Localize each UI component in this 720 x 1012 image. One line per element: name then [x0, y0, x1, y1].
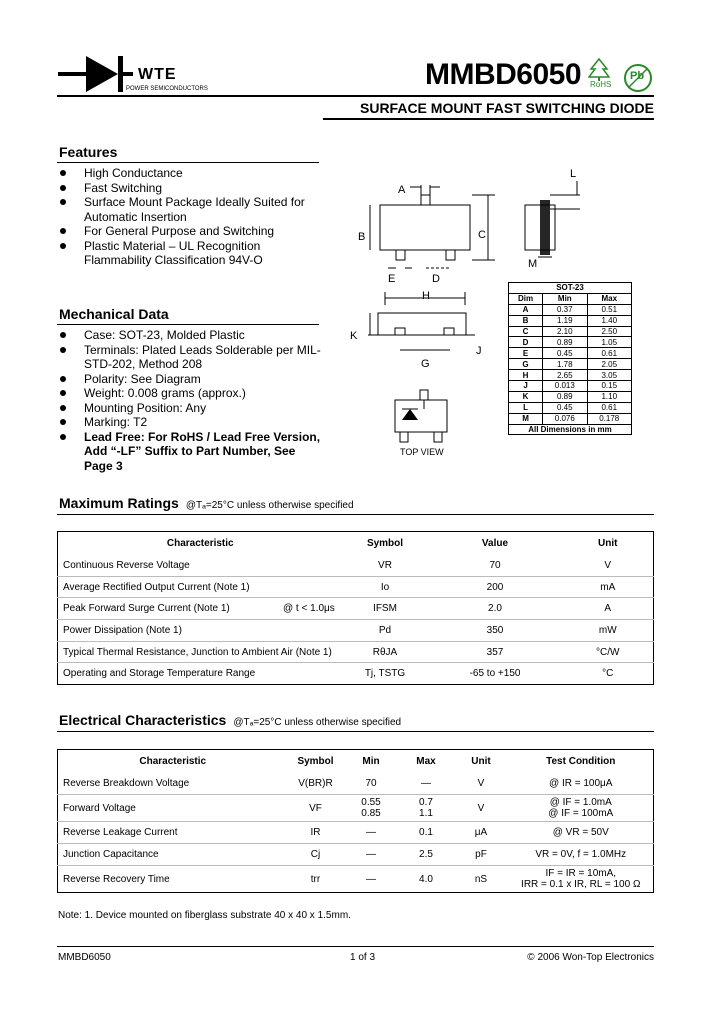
list-item: Marking: T2 [57, 415, 327, 430]
table-row [509, 337, 632, 348]
pb-label: Pb [630, 70, 645, 82]
table-cell: mW [563, 620, 654, 642]
table-row [58, 598, 654, 620]
table-cell: 2.0 [428, 598, 563, 620]
table-cell: Pd [343, 620, 428, 642]
dim-label-l: L [570, 168, 577, 180]
table-cell: trr [288, 866, 344, 893]
table-header: Dim [509, 293, 543, 304]
features-title: Features [59, 144, 118, 160]
part-number: MMBD6050 [425, 58, 582, 91]
table-header: Test Condition [546, 755, 616, 767]
table-cell: °C [563, 663, 654, 685]
features-list [57, 166, 319, 268]
table-cell: 1.05 [587, 337, 631, 348]
table-cell: -65 to +150 [428, 663, 563, 685]
table-cell: 0.178 [587, 413, 631, 424]
table-header: Characteristic [139, 755, 207, 767]
dim-label-m: M [528, 258, 538, 270]
rohs-label: RoHS [590, 80, 612, 89]
table-row [509, 304, 632, 315]
list-item: Surface Mount Package Ideally Suited for Automatic Insertion [57, 195, 319, 224]
table-row [509, 348, 632, 359]
table-cell: V [454, 795, 509, 822]
table-cell: 1.78 [543, 359, 587, 370]
electrical-table [57, 749, 654, 893]
table-cell [58, 620, 343, 642]
table-cell: 0.45 [543, 402, 587, 413]
electrical-title: Electrical Characteristics [59, 712, 227, 728]
table-cell: — [421, 777, 431, 789]
table-cell: 0.37 [543, 304, 587, 315]
table-cell: RθJA [343, 641, 428, 663]
wte-logo [58, 52, 208, 98]
max-ratings-table [57, 531, 654, 685]
note-text: Note: 1. Device mounted on fiberglass substrate 40 x 40 x 1.5mm. [58, 910, 351, 921]
table-cell: Forward Voltage [58, 795, 288, 822]
table-row [58, 866, 654, 893]
table-cell [58, 663, 343, 685]
table-cell: Io [343, 576, 428, 598]
table-cell: 2.5 [399, 844, 454, 866]
dim-label-h: H [422, 290, 430, 302]
table-cell: 357 [428, 641, 563, 663]
table-cell: K [509, 391, 543, 402]
table-cell: μA [454, 822, 509, 844]
dimensions-table-footer: All Dimensions in mm [509, 424, 632, 435]
brand-subtitle: POWER SEMICONDUCTORS [126, 86, 208, 92]
list-item: High Conductance [57, 166, 319, 181]
table-cell: 0.15 [587, 381, 631, 392]
table-cell [58, 555, 343, 577]
table-row [509, 370, 632, 381]
table-cell: 0.61 [587, 348, 631, 359]
table-cell: 0.7 1.1 [399, 795, 454, 822]
table-row [58, 795, 654, 822]
table-cell [58, 641, 343, 663]
pb-free-badge [624, 64, 652, 92]
top-view-label: TOP VIEW [400, 447, 444, 457]
table-cell: — [344, 844, 399, 866]
table-cell: mA [563, 576, 654, 598]
dim-label-a: A [398, 184, 406, 196]
dim-label-g: G [421, 358, 430, 370]
table-cell: — [344, 822, 399, 844]
table-cell: IR [288, 822, 344, 844]
table-cell: 3.05 [587, 370, 631, 381]
table-cell: J [509, 381, 543, 392]
table-cell: H [509, 370, 543, 381]
table-cell: 1.10 [587, 391, 631, 402]
characteristic-text: Power Dissipation (Note 1) [63, 624, 182, 636]
table-cell: M [509, 413, 543, 424]
footer-center: 1 of 3 [350, 952, 376, 963]
electrical-condition: @Tₐ=25°C unless otherwise specified [233, 717, 402, 728]
test-condition-cell [509, 844, 654, 866]
test-condition-line: VR = 0V, f = 1.0MHz [535, 849, 627, 860]
table-cell: °C/W [563, 641, 654, 663]
brand-name: WTE [138, 66, 177, 83]
table-cell: 2.65 [543, 370, 587, 381]
test-condition-line: @ IF = 1.0mA [549, 797, 612, 808]
characteristic-text: Operating and Storage Temperature Range [63, 668, 256, 680]
table-row [58, 620, 654, 642]
table-row [58, 663, 654, 685]
test-condition-cell [509, 822, 654, 844]
table-cell: 2.10 [543, 326, 587, 337]
table-cell: Reverse Leakage Current [58, 822, 288, 844]
table-header: Unit [598, 537, 618, 549]
table-cell: Cj [288, 844, 344, 866]
pb-strike-icon [626, 66, 650, 90]
table-header: Max [587, 293, 631, 304]
table-row [58, 822, 654, 844]
tree-icon [588, 58, 610, 82]
characteristic-text: Peak Forward Surge Current (Note 1) [63, 603, 230, 615]
dimensions-table-title: SOT-23 [509, 283, 632, 294]
test-condition-line: @ IF = 100mA [548, 808, 614, 819]
list-item: For General Purpose and Switching [57, 224, 319, 239]
table-cell: 0.89 [543, 337, 587, 348]
dim-label-e: E [388, 273, 396, 285]
table-row [58, 555, 654, 577]
table-cell: pF [454, 844, 509, 866]
test-condition-line: IF = IR = 10mA, [545, 868, 617, 879]
table-cell: 0.013 [543, 381, 587, 392]
table-cell: G [509, 359, 543, 370]
table-header: Max [416, 755, 436, 767]
lead-free-item: Lead Free: For RoHS / Lead Free Version, Add “-LF” Suffix to Part Number, See Page 3 [57, 430, 327, 474]
table-cell: 0.1 [399, 822, 454, 844]
table-header: Value [481, 537, 509, 549]
table-row [509, 315, 632, 326]
table-cell: 2.50 [587, 326, 631, 337]
table-header: Symbol [297, 755, 334, 767]
table-cell: 200 [428, 576, 563, 598]
test-condition-line: @ IR = 100μA [549, 777, 613, 789]
max-ratings-heading [59, 495, 354, 511]
table-cell: IFSM [343, 598, 428, 620]
list-item: Terminals: Plated Leads Solderable per MIL-STD-202, Method 208 [57, 343, 327, 372]
footer-left: MMBD6050 [58, 952, 111, 963]
table-row [509, 402, 632, 413]
table-row [509, 381, 632, 392]
characteristic-condition: @ t < 1.0μs [283, 603, 335, 615]
table-cell: 1.19 [543, 315, 587, 326]
table-cell: — [344, 866, 399, 893]
table-cell: D [509, 337, 543, 348]
table-cell: 0.076 [543, 413, 587, 424]
rohs-badge [588, 58, 622, 92]
table-cell: A [563, 598, 654, 620]
table-cell: A [509, 304, 543, 315]
table-cell: nS [454, 866, 509, 893]
table-cell: 2.05 [587, 359, 631, 370]
table-header: Symbol [366, 537, 404, 549]
table-cell: C [509, 326, 543, 337]
table-cell: 0.61 [587, 402, 631, 413]
list-item: Mounting Position: Any [57, 401, 327, 416]
table-row [58, 641, 654, 663]
table-cell: 1.40 [587, 315, 631, 326]
test-condition-line: @ VR = 50V [552, 827, 609, 838]
max-ratings-title: Maximum Ratings [59, 495, 179, 511]
table-cell: B [509, 315, 543, 326]
characteristic-text: Average Rectified Output Current (Note 1) [63, 581, 250, 593]
table-row [509, 359, 632, 370]
footer-right: © 2006 Won-Top Electronics [527, 952, 654, 963]
table-cell: 0.51 [587, 304, 631, 315]
test-condition-line: IRR = 0.1 x IR, RL = 100 Ω [521, 879, 641, 890]
table-cell: Tj, TSTG [343, 663, 428, 685]
characteristic-text: Continuous Reverse Voltage [63, 559, 190, 571]
list-item: Case: SOT-23, Molded Plastic [57, 328, 327, 343]
table-row [58, 576, 654, 598]
table-header: Characteristic [166, 537, 234, 549]
test-condition-cell [509, 795, 654, 822]
page-subtitle: SURFACE MOUNT FAST SWITCHING DIODE [360, 100, 654, 116]
test-condition-cell [509, 866, 654, 893]
mechanical-list [57, 328, 327, 473]
table-header: Unit [471, 755, 491, 767]
dim-label-j: J [476, 345, 482, 357]
dim-label-c: C [478, 229, 486, 241]
table-cell: VR [378, 559, 392, 571]
table-row [509, 391, 632, 402]
table-row [509, 326, 632, 337]
mechanical-title: Mechanical Data [59, 306, 169, 322]
table-cell: 0.45 [543, 348, 587, 359]
table-cell [58, 576, 343, 598]
table-header: Min [543, 293, 587, 304]
table-cell: VF [288, 795, 344, 822]
table-cell [58, 598, 343, 620]
dim-label-b: B [358, 231, 366, 243]
table-cell: 70 [489, 559, 501, 571]
table-cell: V(BR)R [298, 777, 333, 789]
dimensions-table [508, 282, 632, 435]
table-cell: 4.0 [399, 866, 454, 893]
table-cell: E [509, 348, 543, 359]
table-row [58, 844, 654, 866]
table-cell: Junction Capacitance [58, 844, 288, 866]
table-cell: 70 [365, 777, 377, 789]
list-item: Polarity: See Diagram [57, 372, 327, 387]
list-item: Fast Switching [57, 181, 319, 196]
table-cell: V [604, 559, 612, 571]
table-cell: 350 [428, 620, 563, 642]
electrical-heading [59, 712, 401, 728]
table-row [509, 413, 632, 424]
max-ratings-condition: @Tₐ=25°C unless otherwise specified [185, 500, 354, 511]
table-cell: Reverse Recovery Time [58, 866, 288, 893]
table-cell: 0.55 0.85 [344, 795, 399, 822]
table-cell: Reverse Breakdown Voltage [63, 777, 190, 789]
dim-label-d: D [432, 273, 440, 285]
table-cell: 0.89 [543, 391, 587, 402]
table-cell: V [477, 777, 485, 789]
dim-label-k: K [350, 330, 358, 342]
characteristic-text: Typical Thermal Resistance, Junction to Ambient Air (Note 1) [63, 646, 332, 658]
test-condition-cell [509, 773, 654, 795]
table-header: Min [362, 755, 380, 767]
table-cell: L [509, 402, 543, 413]
table-row [58, 773, 654, 795]
list-item: Plastic Material – UL Recognition Flammability Classification 94V-O [57, 239, 319, 268]
list-item: Weight: 0.008 grams (approx.) [57, 386, 327, 401]
